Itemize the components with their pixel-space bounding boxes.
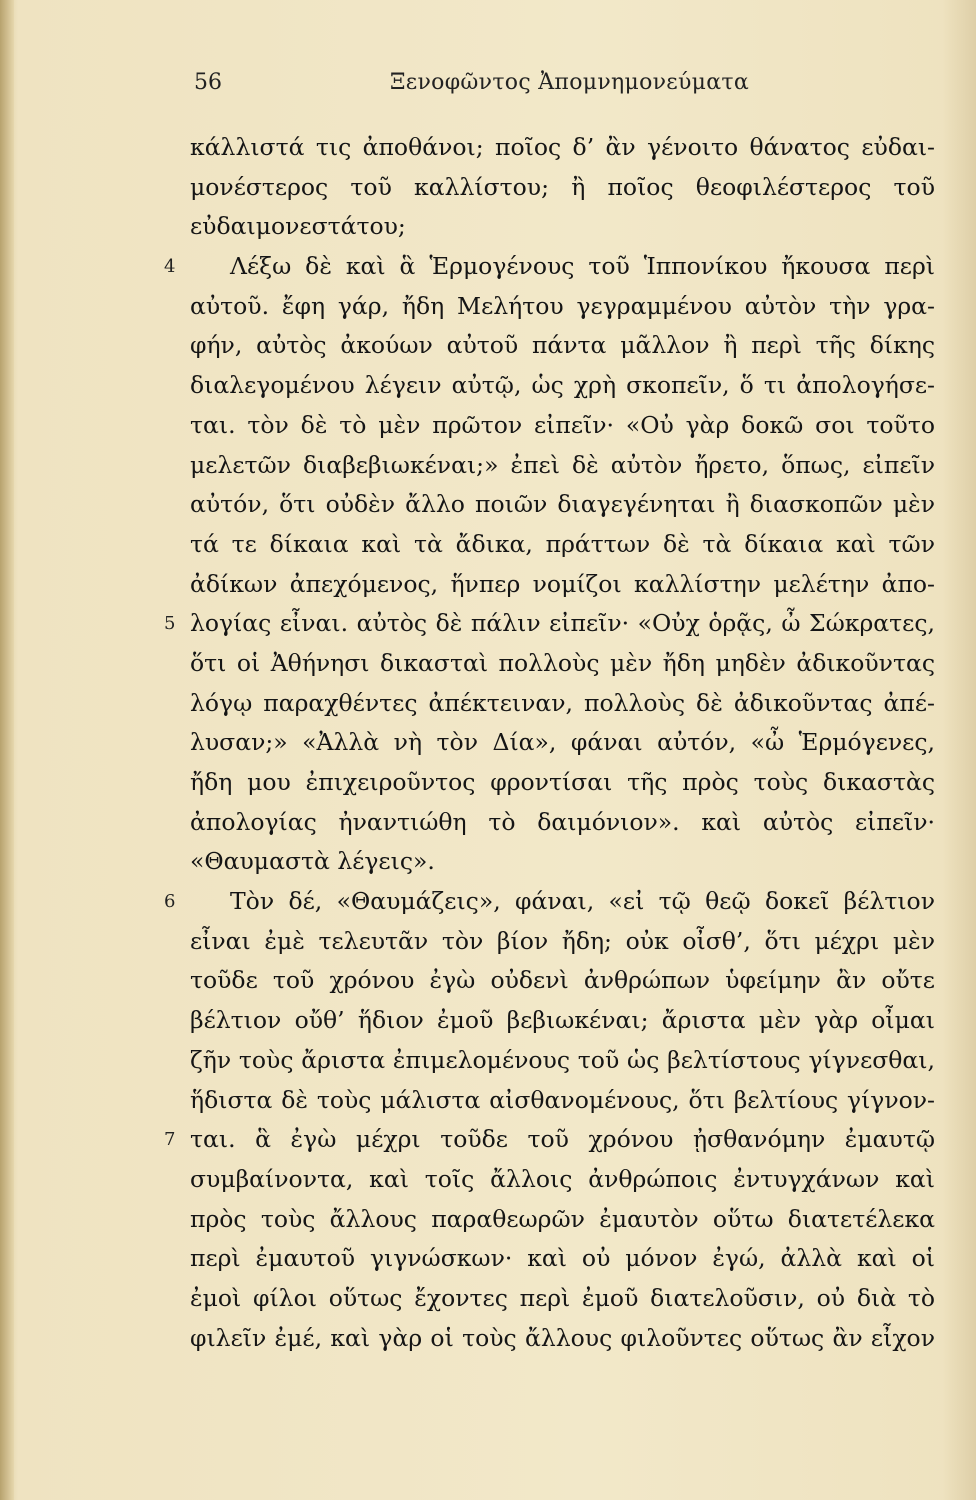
text-line: ἐμοὶ φίλοι οὕτως ἔχοντες περὶ ἐμοῦ διατελοῦσιν, οὐ διὰ τὸ xyxy=(190,1283,935,1312)
text-line: ται. τὸν δὲ τὸ μὲν πρῶτον εἰπεῖν· «Οὐ γὰρ δοκῶ σοι τοῦτο xyxy=(190,410,935,439)
text-line: ζῆν τοὺς ἄριστα ἐπιμελομένους τοῦ ὡς βελτίστους γίγνεσθαι, xyxy=(190,1045,935,1074)
text-line: «Θαυμαστὰ λέγεις». xyxy=(190,847,435,876)
text-line: συμβαίνοντα, καὶ τοῖς ἄλλοις ἀνθρώποις ἐντυγχάνων καὶ xyxy=(190,1164,935,1193)
text-line-section-6 xyxy=(164,882,935,922)
page-number: 56 xyxy=(194,70,222,95)
text-line: ὅτι οἱ Ἀθήνησι δικασταὶ πολλοὺς μὲν ἤδη μηδὲν ἀδικοῦντας xyxy=(190,648,935,677)
text-line: ἥδιστα δὲ τοὺς μάλιστα αἰσθανομένους, ὅτι βελτίους γίγνον- xyxy=(190,1085,935,1114)
text-line: τοῦδε τοῦ χρόνου ἐγὼ οὐδενὶ ἀνθρώπων ὑφείμην ἂν οὔτε xyxy=(190,966,935,995)
text-line: ἤδη μου ἐπιχειροῦντος φροντίσαι τῆς πρὸς τοὺς δικαστὰς xyxy=(190,768,935,796)
main-text xyxy=(164,128,935,1358)
text-line: ἀπολογίας ἠναντιώθη τὸ δαιμόνιον». καὶ αὐτὸς εἰπεῖν· xyxy=(190,807,935,836)
text-line: μελετῶν διαβεβιωκέναι;» ἐπεὶ δὲ αὐτὸν ἤρετο, ὅπως, εἰπεῖν xyxy=(190,450,935,479)
page-edge xyxy=(0,0,14,1500)
text-line-section-4 xyxy=(164,247,935,287)
text-line: λυσαν;» «Ἀλλὰ νὴ τὸν Δία», φάναι αὐτόν, «ὦ Ἑρμόγενες, xyxy=(190,728,935,757)
text-line: μονέστερος τοῦ καλλίστου; ἢ ποῖος θεοφιλέστερος τοῦ xyxy=(190,172,935,201)
text-line: ἀδίκων ἀπεχόμενος, ἥνπερ νομίζοι καλλίστην μελέτην ἀπο- xyxy=(190,569,935,598)
running-title: Ξενοφῶντος Ἀπομνημονεύματα xyxy=(390,70,750,95)
section-number: 4 xyxy=(164,256,176,278)
text-line: αὐτόν, ὅτι οὐδὲν ἄλλο ποιῶν διαγεγένηται ἢ διασκοπῶν μὲν xyxy=(190,490,935,519)
text-line: αὐτοῦ. ἔφη γάρ, ἤδη Μελήτου γεγραμμένου αὐτὸν τὴν γρα- xyxy=(190,291,935,320)
text-line-content: λογίας εἶναι. αὐτὸς δὲ πάλιν εἰπεῖν· «Οὐχ ὁρᾷς, ὦ Σώκρατες, xyxy=(190,609,935,638)
text-line-content: ται. ἃ ἐγὼ μέχρι τοῦδε τοῦ χρόνου ᾐσθανόμην ἐμαυτῷ xyxy=(190,1125,935,1154)
section-number: 6 xyxy=(164,891,176,913)
text-line: εἶναι ἐμὲ τελευτᾶν τὸν βίον ἤδη; οὐκ οἶσθ’, ὅτι μέχρι μὲν xyxy=(190,926,935,955)
text-line: πρὸς τοὺς ἄλλους παραθεωρῶν ἐμαυτὸν οὕτω διατετέλεκα xyxy=(190,1204,935,1233)
text-line-content: Λέξω δὲ καὶ ἃ Ἑρμογένους τοῦ Ἱππονίκου ἤκουσα περὶ xyxy=(230,252,935,281)
text-line: βέλτιον οὔθ’ ἥδιον ἐμοῦ βεβιωκέναι; ἄριστα μὲν γὰρ οἶμαι xyxy=(190,1006,935,1035)
section-number: 7 xyxy=(164,1129,176,1151)
text-line: λόγῳ παραχθέντες ἀπέκτειναν, πολλοὺς δὲ ἀδικοῦντας ἀπέ- xyxy=(190,688,935,717)
text-line-content: Τὸν δέ, «Θαυμάζεις», φάναι, «εἰ τῷ θεῷ δοκεῖ βέλτιον xyxy=(230,887,935,916)
text-line: κάλλιστά τις ἀποθάνοι; ποῖος δ’ ἂν γένοιτο θάνατος εὐδαι- xyxy=(190,133,935,161)
text-line-section-7 xyxy=(164,1120,935,1160)
text-line: φιλεῖν ἐμέ, καὶ γὰρ οἱ τοὺς ἄλλους φιλοῦντες οὕτως ἂν εἶχον xyxy=(190,1323,935,1352)
page-header xyxy=(190,70,790,110)
section-number: 5 xyxy=(164,613,176,635)
text-line: εὐδαιμονεστάτου; xyxy=(190,212,406,241)
text-line-section-5 xyxy=(164,604,935,644)
text-line: φήν, αὐτὸς ἀκούων αὐτοῦ πάντα μᾶλλον ἢ περὶ τῆς δίκης xyxy=(190,331,935,360)
text-line: τά τε δίκαια καὶ τὰ ἄδικα, πράττων δὲ τὰ δίκαια καὶ τῶν xyxy=(190,529,935,558)
text-line: διαλεγομένου λέγειν αὐτῷ, ὡς χρὴ σκοπεῖν, ὅ τι ἀπολογήσε- xyxy=(190,371,935,400)
text-line: περὶ ἐμαυτοῦ γιγνώσκων· καὶ οὐ μόνον ἐγώ, ἀλλὰ καὶ οἱ xyxy=(190,1244,935,1273)
